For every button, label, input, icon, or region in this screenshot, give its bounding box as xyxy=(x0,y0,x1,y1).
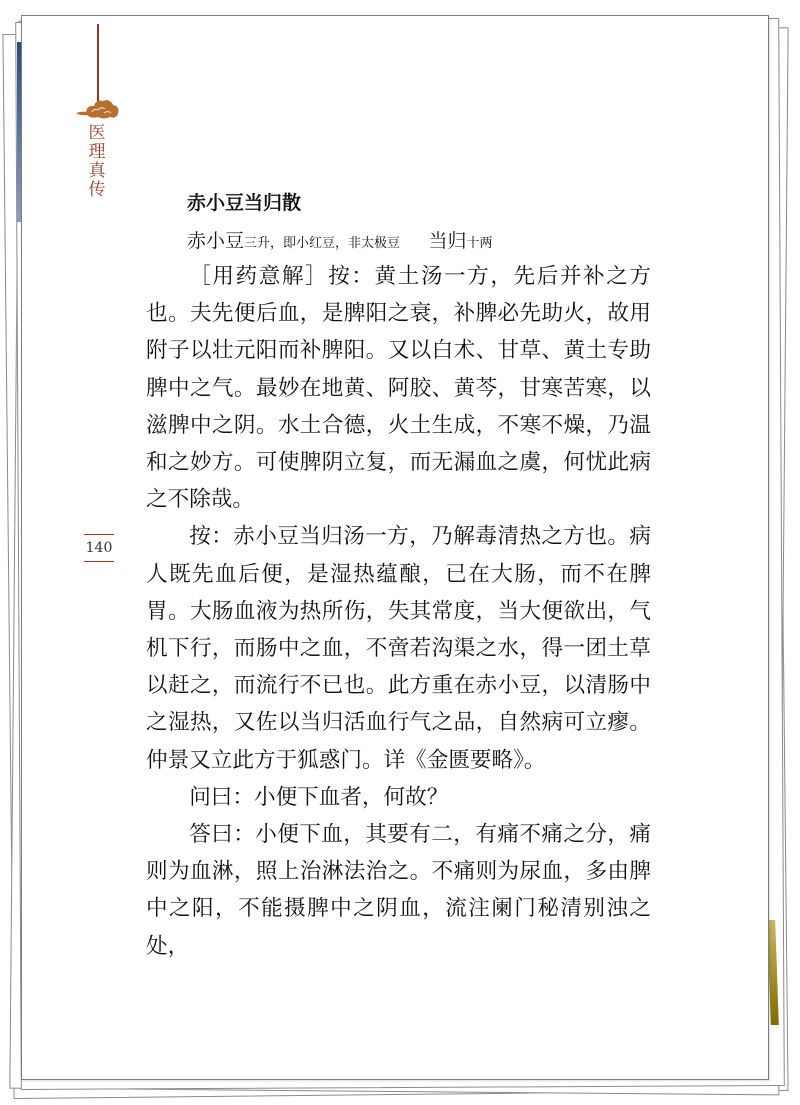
page-number: 140 xyxy=(84,534,114,562)
paragraph: 答曰：小便下血，其要有二，有痛不痛之分，痛则为血淋，照上治淋法治之。不痛则为尿血，多由脾中之阳，不能摄脾中之阴血，流注阑门秘清别浊之处， xyxy=(146,822,651,959)
ingredient-name: 当归 xyxy=(428,230,467,252)
ingredients-line xyxy=(187,226,493,253)
book-page xyxy=(21,15,769,1080)
paragraph: ［用药意解］按：黄土汤一方，先后并补之方也。夫先便后血，是脾阳之衰，补脾必先助火，故用附子以壮元阳而补脾阳。又以白术、甘草、黄土专助脾中之气。最妙在地黄、阿胶、黄芩，甘寒苦寒，以滋脾中之阴。水土合德，火土生成，不寒不燥，乃温和之妙方。可使脾阴立复，而无漏血之虞，何忧此病之不除哉。 xyxy=(146,264,651,513)
paragraph: 问曰：小便下血者，何故？ xyxy=(189,784,449,810)
ingredient-note: 三升，即小红豆，非太极豆 xyxy=(244,236,401,251)
ingredient-name: 赤小豆 xyxy=(187,230,245,252)
hanging-line-ornament xyxy=(97,24,99,102)
book-series-title: 医理真传 xyxy=(88,123,106,200)
section-title: 赤小豆当归散 xyxy=(187,192,302,214)
body-text xyxy=(146,258,651,965)
cloud-ornament-icon xyxy=(74,96,120,120)
ingredient-note: 十两 xyxy=(466,236,493,251)
paragraph: 按：赤小豆当归汤一方，乃解毒清热之方也。病人既先血后便，是湿热蕴酿，已在大肠，而不在脾胃。大肠血液为热所伤，失其常度，当大便欲出，气机下行，而肠中之血，不啻若沟渠之水，得一团土草以赶之，而流行不已也。此方重在赤小豆，以清肠中之湿热，又佐以当归活血行气之品，自然病可立瘳。仲景又立此方于狐惑门。详《金匮要略》。 xyxy=(146,524,651,773)
